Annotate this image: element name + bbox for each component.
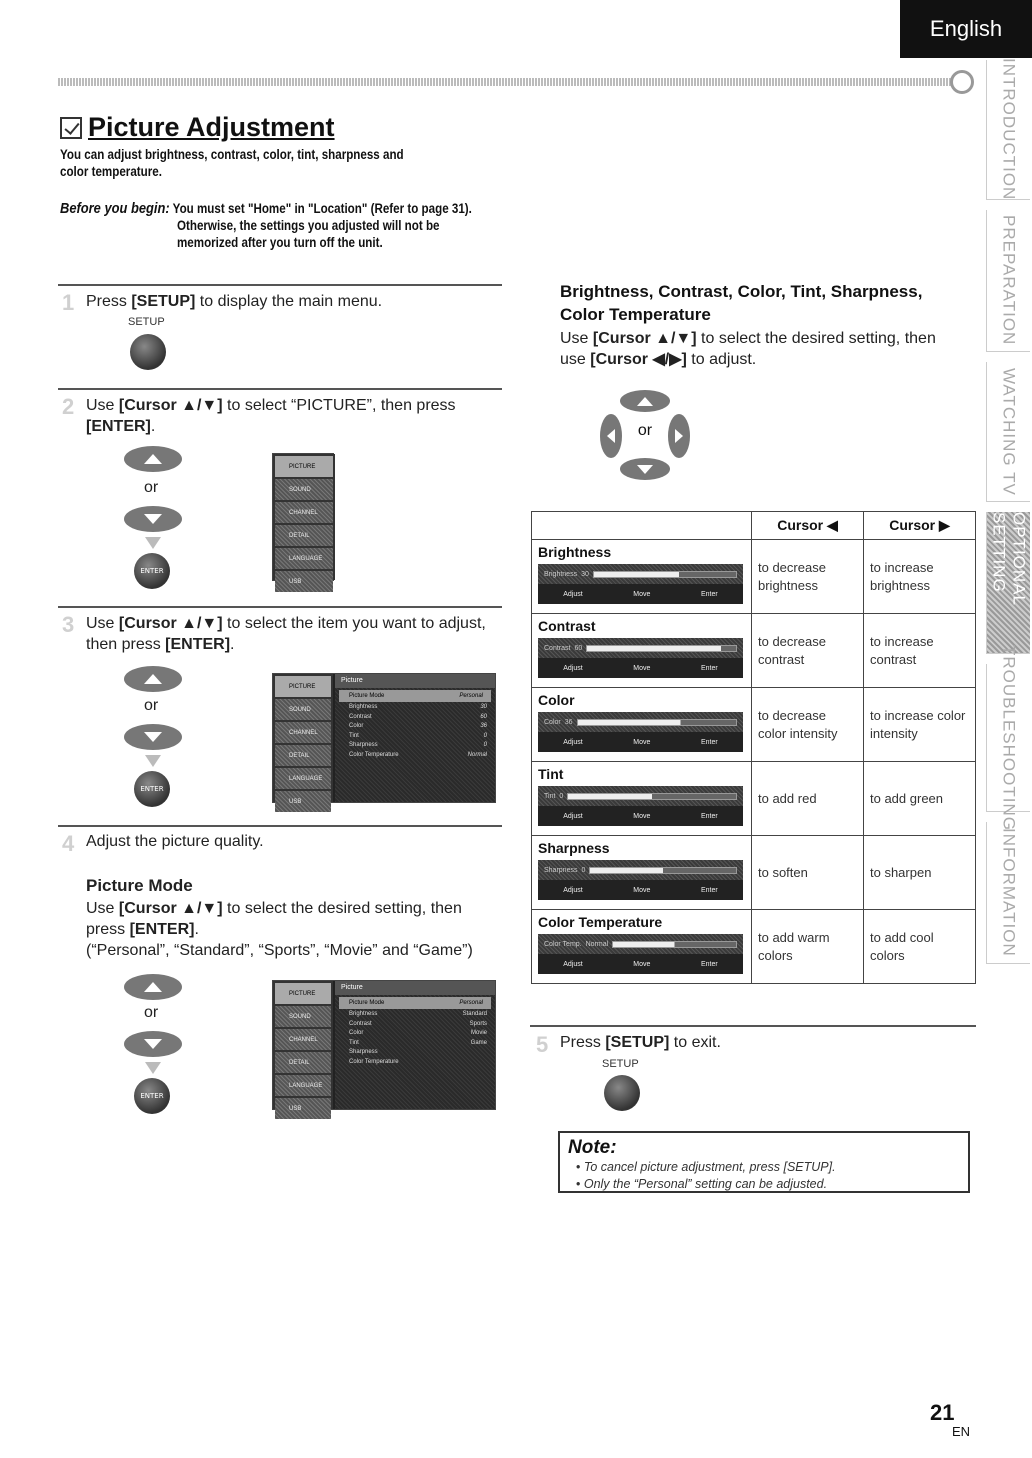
arrow-down-icon — [145, 755, 161, 767]
or-label: or — [144, 697, 159, 714]
step-divider — [58, 825, 502, 827]
osd-row: Contrast 60 — [349, 713, 487, 720]
osd-picture-menu — [272, 673, 496, 803]
step-number: 4 — [62, 831, 75, 856]
arrow-down-icon — [145, 1062, 161, 1074]
step-4-text: Adjust the picture quality. — [86, 833, 264, 850]
osd-row: Sharpness — [349, 1049, 378, 1055]
osd-menu-item: LANGUAGE — [275, 768, 331, 789]
page-number: 21 — [930, 1400, 955, 1425]
osd-row: Color Movie — [349, 1030, 487, 1036]
cursor-left-effect: to decrease color intensity — [752, 688, 864, 762]
osd-row: Color Temperature Normal — [349, 751, 487, 758]
osd-adjust-bar: Tint 0 Adjust Move Enter — [538, 786, 743, 826]
page-title — [60, 112, 335, 143]
osd-panel-header: Picture — [335, 674, 495, 688]
setting-name: Contrast — [538, 618, 596, 634]
cursor-up-button — [124, 446, 182, 472]
note-item: • To cancel picture adjustment, press [SETUP]. — [568, 1159, 960, 1176]
osd-bar-track — [577, 719, 737, 726]
setup-button — [604, 1075, 640, 1111]
setup-button — [130, 334, 166, 370]
note-title: Note: — [568, 1137, 617, 1158]
adjust-section-title: Brightness, Contrast, Color, Tint, Sharpness, Color Temperature — [560, 282, 923, 324]
side-nav-label: TROUBLESHOOTING — [999, 644, 1019, 831]
step-divider — [58, 606, 502, 608]
before-label: Before you begin: — [60, 200, 170, 217]
setting-name: Tint — [538, 766, 564, 782]
cursor-left-effect: to add warm colors — [752, 910, 864, 984]
step-2-text: Use [Cursor ▲/▼] to select “PICTURE”, then press [ENTER]. — [86, 397, 456, 435]
osd-menu-item: CHANNEL — [275, 1029, 331, 1050]
picture-mode-text: Use [Cursor ▲/▼] to select the desired setting, then press [ENTER]. (“Personal”, “Standard”, “Sports”, “Movie” and “Game”) — [86, 900, 473, 959]
osd-row: Brightness 30 — [349, 704, 487, 710]
table-header-cursor-left: Cursor ◀ — [752, 512, 864, 540]
cursor-down-button — [124, 506, 182, 532]
side-nav-information[interactable] — [986, 822, 1030, 964]
note-box — [558, 1131, 970, 1193]
osd-panel-header: Picture — [335, 981, 495, 995]
osd-menu-item: LANGUAGE — [275, 1075, 331, 1096]
table-row — [532, 762, 976, 836]
osd-menu-item: USB — [275, 1098, 331, 1119]
osd-bar-track — [593, 571, 737, 578]
osd-row: Picture Mode Personal — [339, 997, 491, 1009]
osd-adjust-bar: Color 36 Adjust Move Enter — [538, 712, 743, 752]
cursor-right-effect: to add green — [864, 762, 976, 836]
osd-bar-track — [567, 793, 737, 800]
step-number: 2 — [62, 394, 75, 419]
osd-row: Brightness Standard — [349, 1011, 487, 1017]
page-title-text: Picture Adjustment — [88, 112, 335, 142]
osd-menu-item: DETAIL — [275, 745, 331, 766]
osd-menu-item: DETAIL — [275, 525, 333, 546]
cursor-left-effect: to soften — [752, 836, 864, 910]
osd-row: Contrast Sports — [349, 1020, 487, 1027]
cursor-left-effect: to add red — [752, 762, 864, 836]
cursor-up-button — [124, 974, 182, 1000]
cursor-left-effect: to decrease brightness — [752, 540, 864, 614]
side-nav-label: OPTIONAL SETTING — [989, 512, 1029, 606]
cursor-right-effect: to increase brightness — [864, 540, 976, 614]
cursor-left-effect: to decrease contrast — [752, 614, 864, 688]
osd-menu-item: DETAIL — [275, 1052, 331, 1073]
setup-button-label: SETUP — [128, 316, 165, 328]
picture-mode-title: Picture Mode — [86, 876, 193, 895]
setting-name: Color Temperature — [538, 914, 663, 930]
header-rule — [58, 78, 960, 86]
table-header-cursor-right: Cursor ▶ — [864, 512, 976, 540]
table-row — [532, 910, 976, 984]
osd-menu-item: CHANNEL — [275, 722, 331, 743]
page-language: EN — [952, 1424, 971, 1439]
osd-adjust-bar: Contrast 60 Adjust Move Enter — [538, 638, 743, 678]
cursor-right-effect: to increase contrast — [864, 614, 976, 688]
table-header-empty — [532, 512, 752, 540]
osd-bar-track — [589, 867, 737, 874]
osd-menu-item: CHANNEL — [275, 502, 333, 523]
osd-menu-item: SOUND — [275, 479, 333, 500]
cursor-down-button — [124, 724, 182, 750]
cursor-up-button — [620, 390, 670, 412]
osd-menu-item: PICTURE — [275, 983, 331, 1004]
enter-button: ENTER — [134, 553, 170, 589]
header-rule-circle — [950, 70, 974, 94]
step-divider — [58, 388, 502, 390]
osd-menu-item: LANGUAGE — [275, 548, 333, 569]
cursor-up-button — [124, 666, 182, 692]
table-row — [532, 614, 976, 688]
setting-name: Brightness — [538, 544, 612, 560]
step-3-text: Use [Cursor ▲/▼] to select the item you want to adjust, then press [ENTER]. — [86, 615, 486, 653]
osd-row: Color Temperature — [349, 1058, 399, 1065]
osd-menu-item: SOUND — [275, 1006, 331, 1027]
osd-menu-item: USB — [275, 571, 333, 592]
osd-menu-item: PICTURE — [275, 676, 331, 697]
step-number: 5 — [536, 1032, 549, 1057]
before-you-begin — [60, 200, 507, 251]
osd-row: Tint 0 — [349, 732, 487, 739]
table-row — [532, 688, 976, 762]
side-nav-troubleshooting[interactable] — [986, 644, 1030, 831]
osd-adjust-bar: Brightness 30 Adjust Move Enter — [538, 564, 743, 604]
cursor-right-effect: to increase color intensity — [864, 688, 976, 762]
cursor-pad — [600, 390, 690, 480]
table-row — [532, 540, 976, 614]
or-label: or — [144, 479, 159, 496]
osd-menu-item: USB — [275, 791, 331, 812]
side-nav-label: PREPARATION — [999, 215, 1019, 346]
setting-name: Color — [538, 692, 575, 708]
osd-row: Picture Mode Personal — [339, 690, 491, 702]
note-item: • Only the “Personal” setting can be adjusted. — [568, 1176, 960, 1193]
or-label: or — [637, 422, 653, 439]
side-nav-label: INTRODUCTION — [999, 58, 1019, 201]
cursor-down-button — [124, 1031, 182, 1057]
cursor-down-button — [620, 458, 670, 480]
cursor-right-effect: to sharpen — [864, 836, 976, 910]
before-line: memorized after you turn off the unit. — [176, 235, 383, 250]
step-number: 1 — [62, 290, 75, 315]
step-divider — [530, 1025, 976, 1027]
table-row — [532, 836, 976, 910]
side-nav-label: WATCHING TV — [999, 367, 1019, 496]
osd-main-menu — [272, 453, 334, 585]
side-nav-preparation[interactable] — [986, 210, 1030, 352]
step-divider — [58, 284, 502, 286]
adjustment-table — [531, 511, 976, 984]
step-5-text: Press [SETUP] to exit. — [560, 1034, 721, 1051]
osd-adjust-bar: Sharpness 0 Adjust Move Enter — [538, 860, 743, 900]
side-nav-label: INFORMATION — [999, 828, 1019, 957]
language-tab: English — [900, 0, 1032, 58]
enter-button: ENTER — [134, 771, 170, 807]
before-line: You must set "Home" in "Location" (Refer to page 31). — [172, 201, 472, 216]
osd-row: Tint Game — [349, 1039, 487, 1046]
osd-menu-item: SOUND — [275, 699, 331, 720]
osd-bar-track — [612, 941, 737, 948]
osd-row: Color 36 — [349, 723, 487, 729]
side-nav-introduction[interactable] — [986, 60, 1030, 200]
setup-button-label: SETUP — [602, 1058, 639, 1070]
adjust-section-text: Use [Cursor ▲/▼] to select the desired setting, then use [Cursor ◀/▶] to adjust. — [560, 330, 936, 368]
step-number: 3 — [62, 612, 75, 637]
side-nav-optional-setting[interactable] — [986, 512, 1030, 654]
osd-bar-track — [586, 645, 737, 652]
step-1-text: Press [SETUP] to display the main menu. — [86, 293, 383, 310]
osd-adjust-bar: Color Temp. Normal Adjust Move Enter — [538, 934, 743, 974]
setting-name: Sharpness — [538, 840, 610, 856]
checkbox-icon — [60, 117, 82, 139]
cursor-right-effect: to add cool colors — [864, 910, 976, 984]
side-nav-watching-tv[interactable] — [986, 362, 1030, 502]
table-header-row — [532, 512, 976, 540]
or-label: or — [144, 1004, 159, 1021]
arrow-down-icon — [145, 537, 161, 549]
osd-picture-mode-menu — [272, 980, 496, 1110]
before-line: Otherwise, the settings you adjusted will not be — [176, 218, 440, 233]
enter-button: ENTER — [134, 1078, 170, 1114]
osd-menu-item: PICTURE — [275, 456, 333, 477]
osd-row: Sharpness 0 — [349, 742, 487, 748]
intro-text: You can adjust brightness, contrast, color, tint, sharpness and color temperature. — [60, 147, 404, 179]
